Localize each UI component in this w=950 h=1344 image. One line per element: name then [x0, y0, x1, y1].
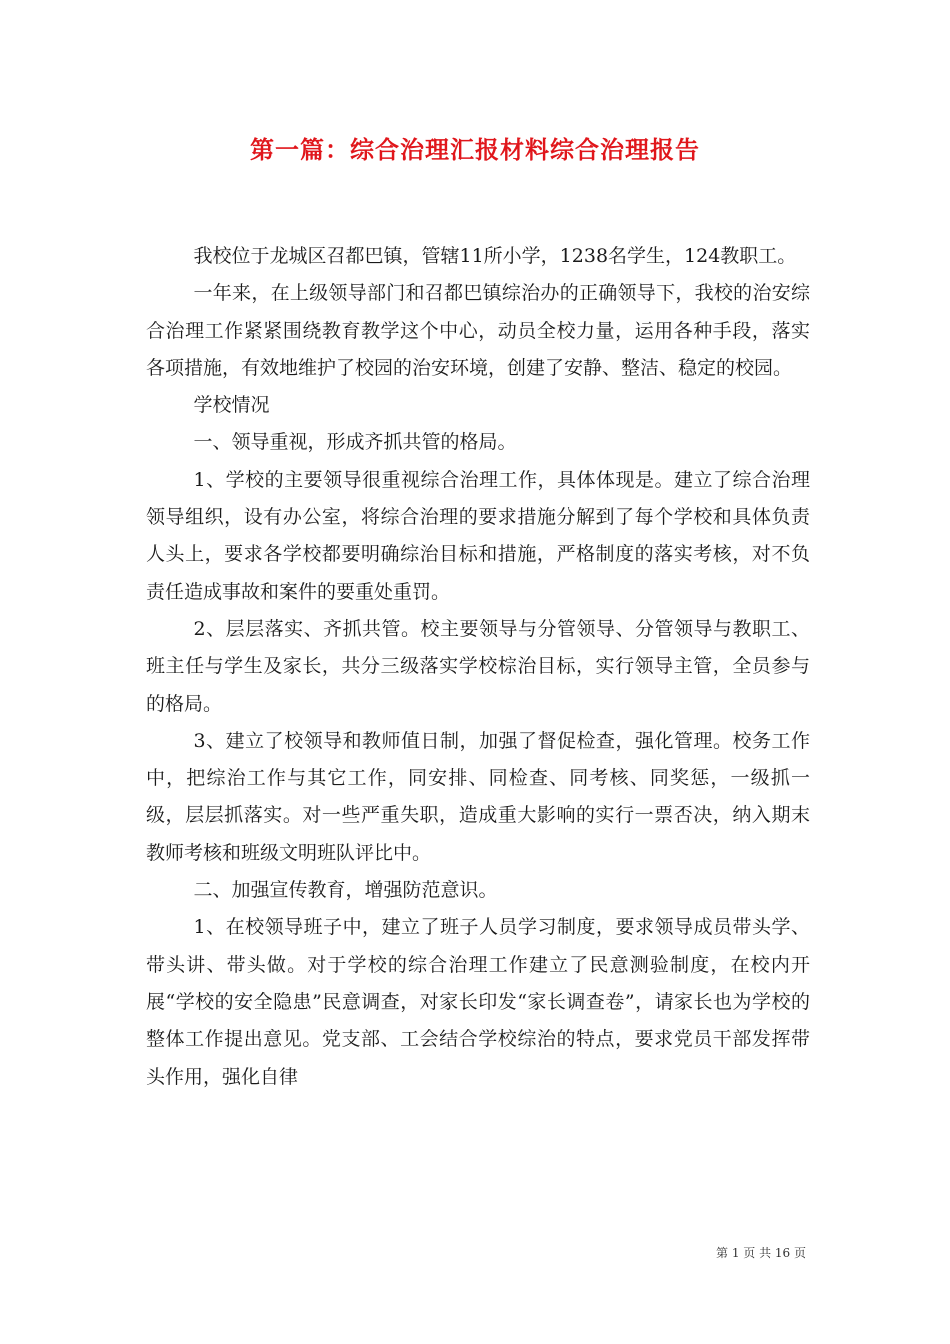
paragraph: 2、层层落实、齐抓共管。校主要领导与分管领导、分管领导与教职工、班主任与学生及家长，共分三级落实学校棕治目标，实行领导主管，全员参与的格局。 [146, 617, 810, 715]
page-number: 第 1 页 共 16 页 [716, 1246, 806, 1260]
paragraph: 1、学校的主要领导很重视综合治理工作，具体体现是。建立了综合治理领导组织，设有办公室，将综合治理的要求措施分解到了每个学校和具体负责人头上，要求各学校都要明确综治目标和措施，严格制度的落实考核，对不负责任造成事故和案件的要重处重罚。 [146, 468, 810, 603]
paragraph: 3、建立了校领导和教师值日制，加强了督促检查，强化管理。校务工作中，把综治工作与其它工作，同安排、同检查、同考核、同奖惩，一级抓一级，层层抓落实。对一些严重失职，造成重大影响的实行一票否决，纳入期末教师考核和班级文明班队评比中。 [146, 729, 810, 864]
section-heading: 二、加强宣传教育，增强防范意识。 [193, 879, 498, 902]
document-title: 第一篇：综合治理汇报材料综合治理报告 [250, 135, 700, 164]
section-heading: 一、领导重视，形成齐抓共管的格局。 [193, 431, 517, 454]
document-body [146, 238, 810, 1096]
paragraph: 一年来，在上级领导部门和召都巴镇综治办的正确领导下，我校的治安综合治理工作紧紧围绕教育教学这个中心，动员全校力量，运用各种手段，落实各项措施，有效地维护了校园的治安环境，创建了安静、整洁、稳定的校园。 [146, 282, 810, 379]
paragraph: 我校位于龙城区召都巴镇，管辖11所小学，1238名学生，124教职工。 [193, 245, 797, 267]
section-heading: 学校情况 [193, 394, 270, 417]
paragraph: 1、在校领导班子中，建立了班子人员学习制度，要求领导成员带头学、带头讲、带头做。对于学校的综合治理工作建立了民意测验制度，在校内开展“学校的安全隐患”民意调查，对家长印发“家长调查卷”，请家长也为学校的整体工作提出意见。党支部、工会结合学校综治的特点，要求党员干部发挥带头作用，强化自律 [146, 916, 810, 1088]
